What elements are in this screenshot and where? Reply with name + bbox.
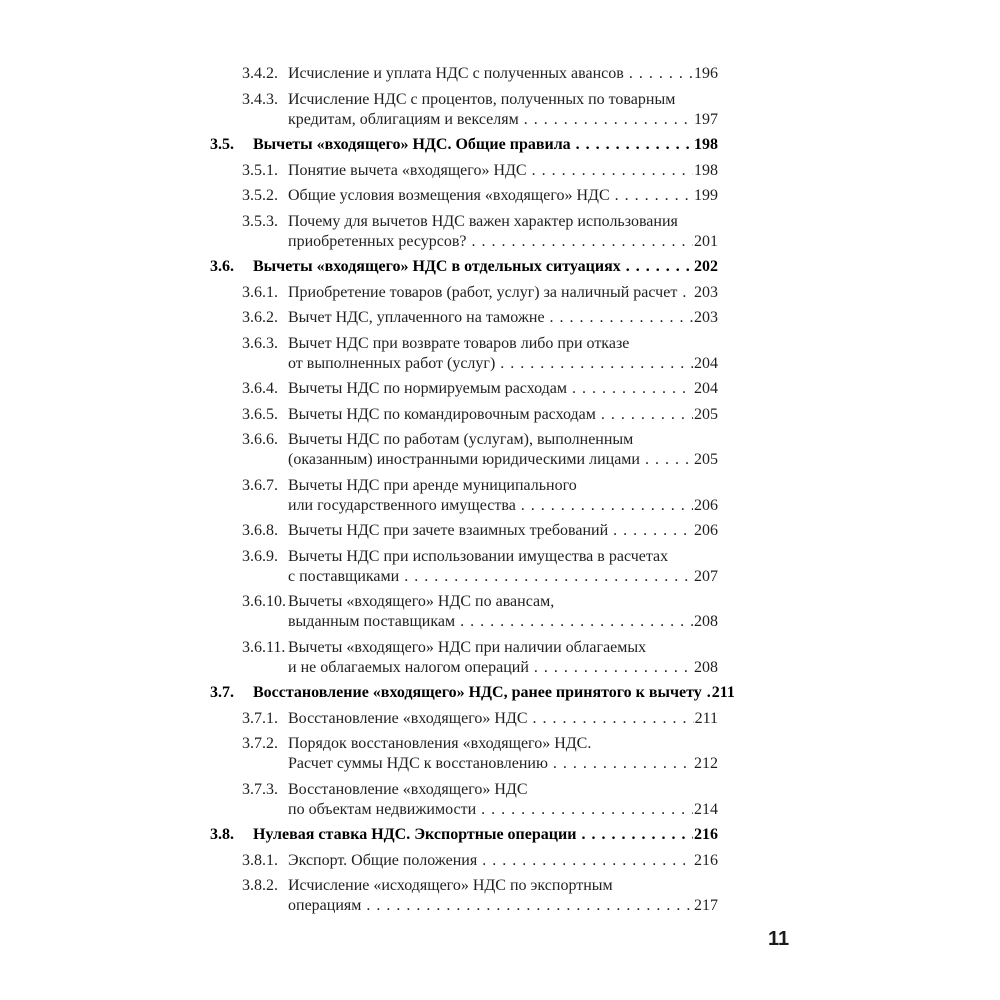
toc-entry [210,709,718,729]
dot-leader [553,754,693,774]
toc-entry-number: 3.6.10. [242,593,286,610]
toc-entry-body [288,709,718,729]
toc-entry-page: 207 [694,567,718,585]
toc-entry-text: Расчет суммы НДС к восстановлению [288,755,548,772]
toc-entry-last-line [288,161,718,181]
toc-entry-text: по объектам недвижимости [288,800,477,818]
toc-entry-page: 208 [694,658,718,676]
toc-entry-page: 198 [694,136,718,153]
toc-entry-body [288,521,718,541]
table-of-contents [210,64,735,922]
toc-entry-page: 204 [694,380,718,397]
toc-entry-page: 198 [694,161,718,179]
toc-entry [210,161,718,181]
toc-entry [210,430,718,470]
toc-entry-body [288,876,718,916]
toc-entry [210,405,718,425]
dot-leader [615,186,693,206]
dot-leader [533,709,694,729]
toc-entry [210,592,718,632]
toc-entry-text: Восстановление «входящего» НДС [288,709,528,727]
toc-entry-page: 206 [694,496,718,514]
toc-entry-number: 3.7.1. [242,709,278,727]
dot-leader [550,308,693,328]
dot-leader [500,354,693,374]
toc-entry-last-line [253,135,718,155]
toc-entry [210,186,718,206]
toc-entry-page: 211 [711,684,735,701]
toc-entry-text: Вычеты НДС при аренде муниципального [288,476,577,494]
toc-entry-page: 216 [694,851,718,869]
toc-entry-number: 3.5.3. [242,212,278,230]
dot-leader [601,405,693,425]
toc-entry [210,135,718,155]
toc-entry-last-line [288,709,718,729]
toc-entry-page: 202 [694,258,718,275]
toc-entry-text: Восстановление «входящего» НДС [288,780,528,798]
toc-entry-number: 3.6.6. [242,431,278,448]
dot-leader [626,257,693,277]
toc-entry-last-line [288,658,718,678]
toc-entry-number: 3.8.1. [242,851,278,869]
toc-entry-number: 3.6.1. [242,283,278,301]
dot-leader [404,567,693,587]
toc-entry-text: операциям [288,897,362,914]
toc-entry-last-line [288,308,718,328]
toc-entry-last-line [288,567,718,587]
toc-entry-page: 201 [694,232,718,250]
toc-entry-page: 203 [694,283,718,301]
toc-entry-number: 3.6.2. [242,309,278,326]
toc-entry-last-line [288,612,718,632]
toc-entry-last-line [288,450,718,470]
toc-entry-text: или государственного имущества [288,496,516,514]
toc-entry-number: 3.6.9. [242,547,278,565]
toc-entry-body [288,592,718,632]
toc-entry-text: Нулевая ставка НДС. Экспортные операции [253,826,577,843]
toc-entry-body [288,186,718,206]
toc-entry-page: 196 [694,65,718,82]
toc-entry-body [288,476,718,516]
dot-leader [524,110,693,130]
toc-entry-number: 3.6. [210,258,234,275]
toc-entry-text: Почему для вычетов НДС важен характер использования [288,212,678,230]
toc-entry-last-line [288,64,718,84]
dot-leader [481,800,693,820]
toc-entry-last-line [288,379,718,399]
toc-entry-text: Общие условия возмещения «входящего» НДС [288,187,610,204]
dot-leader [707,683,711,703]
toc-entry-number: 3.5.2. [242,187,278,204]
toc-entry-number: 3.8. [210,826,234,843]
toc-entry-text: Приобретение товаров (работ, услуг) за наличный расчет [288,283,678,301]
toc-entry-number: 3.7. [210,684,234,701]
toc-entry-page: 197 [694,110,718,128]
toc-entry-text: Вычеты НДС при использовании имущества в расчетах [288,547,669,565]
toc-entry-text: Вычеты НДС при зачете взаимных требований [288,522,609,539]
toc-entry-page: 203 [694,309,718,326]
toc-entry [210,876,718,916]
toc-entry-text: от выполненных работ (услуг) [288,354,496,372]
toc-entry-text: Восстановление «входящего» НДС, ранее принятого к вычету [253,684,702,701]
toc-entry-number: 3.6.11. [242,638,286,656]
dot-leader [581,825,693,845]
toc-entry [210,547,718,587]
toc-entry-page: 211 [694,709,718,727]
toc-entry-body [253,257,718,277]
toc-entry-last-line [288,896,718,916]
toc-entry-body [288,734,718,774]
dot-leader [521,496,693,516]
page-number: 11 [768,928,790,950]
toc-entry-number: 3.6.7. [242,476,278,494]
toc-entry [210,257,718,277]
toc-entry-last-line [288,851,718,871]
dot-leader [576,135,693,155]
toc-entry-text: Вычеты НДС по работам (услугам), выполненным [288,431,634,448]
dot-leader [682,283,693,303]
toc-entry-page: 208 [694,613,718,630]
toc-entry-text: Порядок восстановления «входящего» НДС. [288,735,592,752]
toc-entry-number: 3.6.5. [242,405,278,423]
toc-entry-number: 3.5.1. [242,161,278,179]
toc-entry-page: 205 [694,405,718,423]
toc-entry-text: Исчисление НДС с процентов, полученных по товарным [288,90,676,108]
toc-entry [210,851,718,871]
toc-entry-page: 217 [694,897,718,914]
toc-entry-text: выданным поставщикам [288,613,456,630]
toc-entry [210,780,718,820]
toc-entry-text: Вычеты «входящего» НДС. Общие правила [253,136,571,153]
toc-entry [210,212,718,252]
toc-entry-page: 212 [694,755,718,772]
toc-entry-text: Вычеты НДС по командировочным расходам [288,405,596,423]
toc-entry-text: Исчисление «исходящего» НДС по экспортным [288,877,613,894]
toc-entry-last-line [253,683,735,703]
toc-entry-number: 3.6.3. [242,334,278,352]
toc-entry-text: Понятие вычета «входящего» НДС [288,161,527,179]
toc-entry-last-line [288,800,718,820]
toc-entry [210,734,718,774]
dot-leader [460,612,693,632]
toc-entry-body [288,405,718,425]
toc-entry [210,825,718,845]
dot-leader [482,851,693,871]
toc-entry [210,521,718,541]
toc-entry-number: 3.8.2. [242,877,278,894]
toc-entry-text: Вычет НДС при возврате товаров либо при отказе [288,334,630,352]
toc-entry-number: 3.6.4. [242,380,278,397]
toc-entry-text: кредитам, облигациям и векселям [288,110,519,128]
toc-entry-body [288,638,718,678]
dot-leader [532,161,693,181]
toc-entry-last-line [288,521,718,541]
toc-entry-last-line [288,283,718,303]
toc-entry-text: (оказанным) иностранными юридическими лицами [288,451,640,468]
toc-entry-body [253,683,735,703]
toc-entry-last-line [288,110,718,130]
toc-entry-last-line [253,825,718,845]
toc-entry-body [288,161,718,181]
dot-leader [645,450,693,470]
toc-entry-body [288,334,718,374]
toc-entry-last-line [288,754,718,774]
toc-entry-body [288,308,718,328]
toc-entry [210,283,718,303]
toc-entry-body [288,90,718,130]
toc-entry-last-line [288,232,718,252]
dot-leader [534,658,693,678]
toc-entry-body [288,430,718,470]
toc-entry-last-line [288,496,718,516]
toc-entry-text: Исчисление и уплата НДС с полученных авансов [288,65,624,82]
toc-entry-body [253,135,718,155]
toc-entry-page: 206 [694,522,718,539]
toc-entry-last-line [288,186,718,206]
toc-entry-page: 216 [694,826,718,843]
toc-entry-text: Вычеты НДС по нормируемым расходам [288,380,567,397]
toc-entry [210,638,718,678]
toc-entry-body [288,64,718,84]
toc-entry-body [288,780,718,820]
toc-entry-number: 3.5. [210,136,234,153]
toc-entry-body [253,825,718,845]
toc-entry-number: 3.7.2. [242,735,278,752]
toc-entry-body [288,283,718,303]
dot-leader [629,64,693,84]
dot-leader [572,379,693,399]
toc-entry-text: Экспорт. Общие положения [288,851,478,869]
toc-entry-page: 204 [694,354,718,372]
toc-entry-text: и не облагаемых налогом операций [288,658,529,676]
toc-entry-body [288,851,718,871]
toc-entry [210,308,718,328]
toc-entry-body [288,212,718,252]
toc-entry-body [288,379,718,399]
toc-entry-number: 3.4.2. [242,65,278,82]
toc-entry-number: 3.7.3. [242,780,278,798]
toc-entry [210,334,718,374]
toc-entry-text: Вычеты «входящего» НДС в отдельных ситуациях [253,258,621,275]
toc-entry [210,379,718,399]
toc-entry-last-line [288,354,718,374]
toc-entry-text: приобретенных ресурсов? [288,232,467,250]
toc-entry-body [288,547,718,587]
toc-entry-text: Вычеты «входящего» НДС по авансам, [288,593,555,610]
toc-entry-text: с поставщиками [288,567,400,585]
toc-entry [210,64,718,84]
dot-leader [613,521,693,541]
toc-entry-last-line [253,257,718,277]
toc-entry [210,90,718,130]
dot-leader [366,896,693,916]
toc-entry-last-line [288,405,718,425]
toc-entry-text: Вычет НДС, уплаченного на таможне [288,309,545,326]
toc-entry-page: 205 [694,451,718,468]
toc-entry [210,683,735,703]
toc-entry-page: 199 [694,187,718,204]
toc-entry-text: Вычеты «входящего» НДС при наличии облагаемых [288,638,647,656]
toc-entry-number: 3.4.3. [242,90,278,108]
dot-leader [471,232,693,252]
toc-entry-page: 214 [694,800,718,818]
toc-entry [210,476,718,516]
toc-entry-number: 3.6.8. [242,522,278,539]
